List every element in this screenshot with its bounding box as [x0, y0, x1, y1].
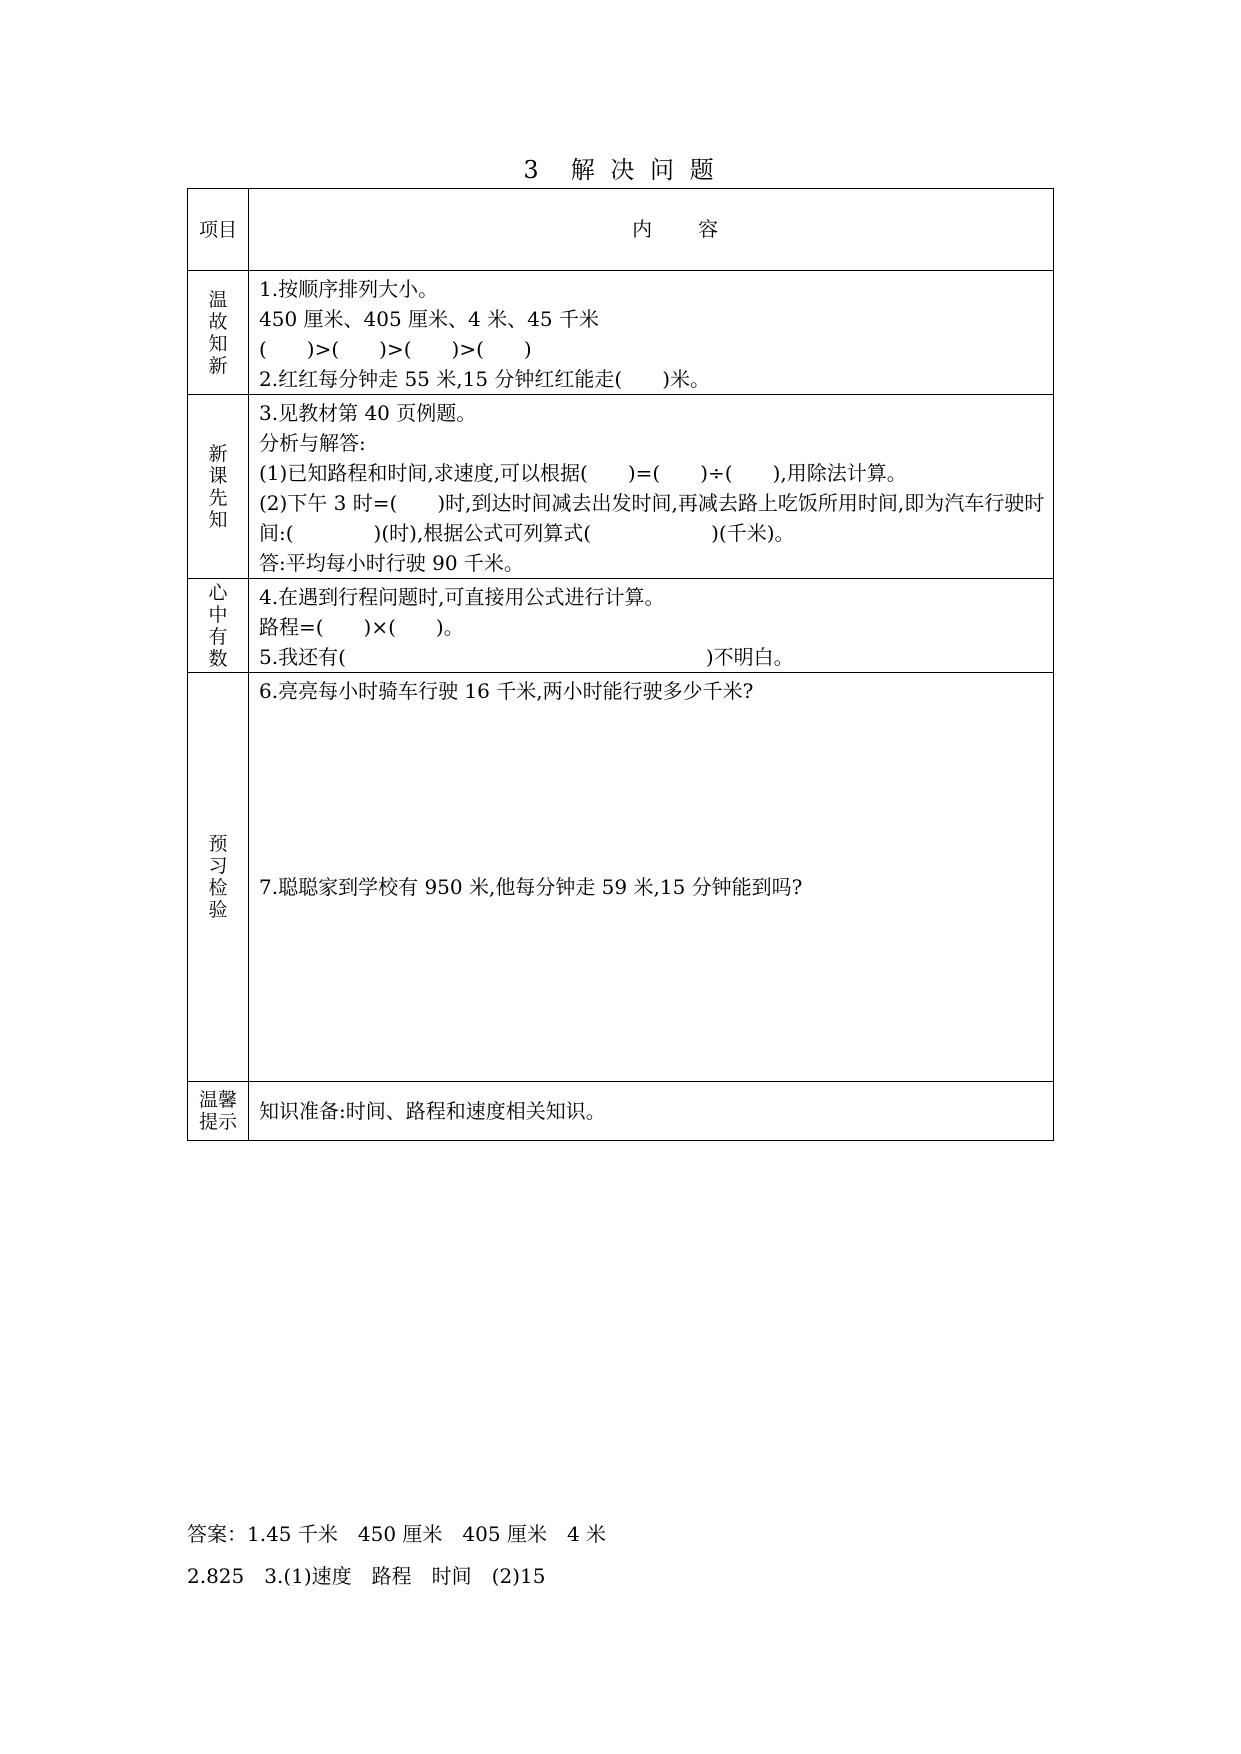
row-content-review	[249, 271, 1054, 395]
row-label-cell	[188, 271, 249, 395]
table-row-review	[188, 271, 1054, 395]
table-row-tip	[188, 1082, 1054, 1141]
row-content-preview	[249, 395, 1054, 579]
header-label: 项目	[198, 218, 237, 241]
row-label-cell	[188, 395, 249, 579]
table-row-summary	[188, 579, 1054, 673]
row-label-check: 预习检验	[208, 833, 228, 921]
worksheet-table	[187, 188, 1054, 1141]
row-label-cell	[188, 579, 249, 673]
row-content-tip	[249, 1082, 1054, 1141]
formula-line: 路程=( )×( )。	[259, 615, 464, 639]
question-7: 7.聪聪家到学校有 950 米,他每分钟走 59 米,15 分钟能到吗?	[259, 875, 803, 899]
answer-key	[187, 1513, 606, 1597]
table-header-row	[188, 189, 1054, 271]
row-label-review: 温故知新	[208, 288, 228, 377]
answer-space	[259, 706, 1045, 872]
question-4: 4.在遇到行程问题时,可直接用公式进行计算。	[259, 585, 665, 609]
answer-line-2: 2.825 3.(1)速度 路程 时间 (2)15	[187, 1564, 546, 1588]
question-1: 1.按顺序排列大小。	[259, 277, 439, 301]
row-label-cell	[188, 673, 249, 1082]
table-row-check	[188, 673, 1054, 1082]
question-1-values: 450 厘米、405 厘米、4 米、45 千米	[259, 307, 599, 331]
header-content: 内 容	[632, 217, 721, 241]
question-3: 3.见教材第 40 页例题。	[259, 401, 477, 425]
row-label-cell	[188, 1082, 249, 1141]
page-title: 3 解 决 问 题	[523, 156, 718, 184]
question-6: 6.亮亮每小时骑车行驶 16 千米,两小时能行驶多少千米?	[259, 679, 754, 703]
analysis-answer: 答:平均每小时行驶 90 千米。	[259, 551, 524, 575]
question-5: 5.我还有( )不明白。	[259, 645, 794, 669]
row-label-summary: 心中有数	[208, 581, 228, 670]
row-label-preview: 新课先知	[208, 442, 228, 531]
analysis-heading: 分析与解答:	[259, 431, 366, 455]
question-1-blanks: ( )>( )>( )>( )	[259, 337, 532, 361]
question-2: 2.红红每分钟走 55 米,15 分钟红红能走( )米。	[259, 367, 711, 391]
row-label-tip: 温馨提示	[198, 1089, 237, 1133]
answer-line-1: 答案：1.45 千米 450 厘米 405 厘米 4 米	[187, 1522, 607, 1546]
analysis-step-1: (1)已知路程和时间,求速度,可以根据( )=( )÷( ),用除法计算。	[259, 461, 907, 485]
header-label-cell	[188, 189, 249, 271]
tip-text: 知识准备:时间、路程和速度相关知识。	[259, 1099, 606, 1123]
table-row-preview	[188, 395, 1054, 579]
row-content-check	[249, 673, 1054, 1082]
row-content-summary	[249, 579, 1054, 673]
analysis-step-2: (2)下午 3 时=( )时,到达时间减去出发时间,再减去路上吃饭所用时间,即为汽车行驶时间:( )(时),根据公式可列算式( )(千米)。	[259, 491, 1045, 545]
header-content-cell	[249, 189, 1054, 271]
